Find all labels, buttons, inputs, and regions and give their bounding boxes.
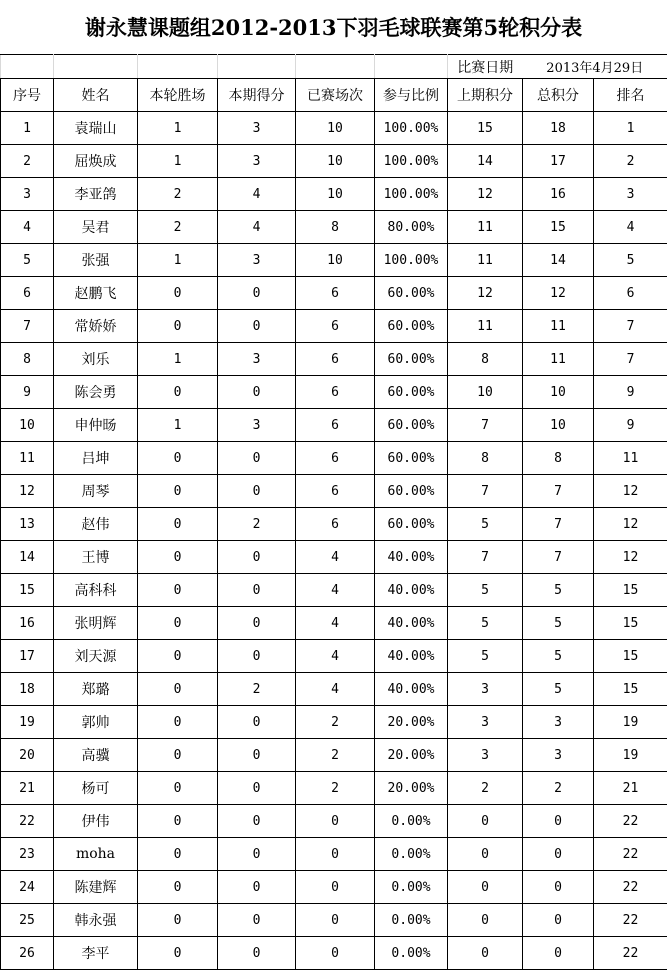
period-score-cell[interactable]: 0 (218, 838, 296, 871)
name-cell[interactable]: 郭帅 (54, 706, 138, 739)
prev-score-cell[interactable]: 5 (448, 607, 523, 640)
participation-cell[interactable]: 60.00% (375, 310, 448, 343)
ranking-cell[interactable]: 12 (594, 508, 667, 541)
name-cell[interactable]: 伊伟 (54, 805, 138, 838)
participation-cell[interactable]: 60.00% (375, 442, 448, 475)
header-cell[interactable]: 本轮胜场 (138, 79, 218, 112)
header-cell[interactable]: 排名 (594, 79, 667, 112)
total-score-cell[interactable]: 8 (523, 442, 594, 475)
empty-cell[interactable] (138, 55, 218, 79)
ranking-cell[interactable]: 21 (594, 772, 667, 805)
table-row (1, 706, 667, 739)
games-played-cell[interactable]: 6 (296, 508, 375, 541)
participation-cell[interactable]: 40.00% (375, 574, 448, 607)
table-row (1, 442, 667, 475)
period-score-cell[interactable]: 0 (218, 376, 296, 409)
rank-index-cell[interactable]: 17 (1, 640, 54, 673)
total-score-cell[interactable]: 7 (523, 508, 594, 541)
rank-index-cell[interactable]: 21 (1, 772, 54, 805)
date-value-cell[interactable]: 2013年4月29日 (523, 55, 667, 79)
name-cell[interactable]: 张强 (54, 244, 138, 277)
ranking-cell[interactable]: 15 (594, 574, 667, 607)
period-score-cell[interactable]: 0 (218, 277, 296, 310)
games-played-cell[interactable]: 4 (296, 574, 375, 607)
name-cell[interactable]: 周琴 (54, 475, 138, 508)
prev-score-cell[interactable]: 0 (448, 838, 523, 871)
table-row (1, 343, 667, 376)
rank-index-cell[interactable]: 8 (1, 343, 54, 376)
ranking-cell[interactable]: 19 (594, 739, 667, 772)
period-score-cell[interactable]: 0 (218, 310, 296, 343)
total-score-cell[interactable]: 17 (523, 145, 594, 178)
table-row (1, 277, 667, 310)
round-wins-cell[interactable]: 2 (138, 178, 218, 211)
total-score-cell[interactable]: 11 (523, 310, 594, 343)
round-wins-cell[interactable]: 0 (138, 640, 218, 673)
round-wins-cell[interactable]: 0 (138, 706, 218, 739)
games-played-cell[interactable]: 0 (296, 805, 375, 838)
rank-index-cell[interactable]: 23 (1, 838, 54, 871)
rank-index-cell[interactable]: 5 (1, 244, 54, 277)
rank-index-cell[interactable]: 16 (1, 607, 54, 640)
table-row (1, 244, 667, 277)
ranking-cell[interactable]: 11 (594, 442, 667, 475)
name-cell[interactable]: moha (54, 838, 138, 871)
prev-score-cell[interactable]: 7 (448, 475, 523, 508)
period-score-cell[interactable]: 0 (218, 574, 296, 607)
round-wins-cell[interactable]: 1 (138, 343, 218, 376)
table-row (1, 508, 667, 541)
participation-cell[interactable]: 60.00% (375, 475, 448, 508)
prev-score-cell[interactable]: 8 (448, 343, 523, 376)
games-played-cell[interactable]: 0 (296, 871, 375, 904)
ranking-cell[interactable]: 22 (594, 904, 667, 937)
round-wins-cell[interactable]: 0 (138, 376, 218, 409)
prev-score-cell[interactable]: 0 (448, 871, 523, 904)
period-score-cell[interactable]: 0 (218, 541, 296, 574)
prev-score-cell[interactable]: 0 (448, 904, 523, 937)
ranking-cell[interactable]: 3 (594, 178, 667, 211)
prev-score-cell[interactable]: 8 (448, 442, 523, 475)
prev-score-cell[interactable]: 11 (448, 211, 523, 244)
total-score-cell[interactable]: 15 (523, 211, 594, 244)
total-score-cell[interactable]: 0 (523, 838, 594, 871)
name-cell[interactable]: 杨可 (54, 772, 138, 805)
prev-score-cell[interactable]: 7 (448, 541, 523, 574)
ranking-cell[interactable]: 12 (594, 541, 667, 574)
name-cell[interactable]: 吕坤 (54, 442, 138, 475)
total-score-cell[interactable]: 3 (523, 739, 594, 772)
table-row (1, 673, 667, 706)
header-cell[interactable]: 上期积分 (448, 79, 523, 112)
round-wins-cell[interactable]: 0 (138, 871, 218, 904)
prev-score-cell[interactable]: 5 (448, 508, 523, 541)
games-played-cell[interactable]: 0 (296, 838, 375, 871)
games-played-cell[interactable]: 10 (296, 145, 375, 178)
table-row (1, 904, 667, 937)
participation-cell[interactable]: 100.00% (375, 112, 448, 145)
name-cell[interactable]: 高骥 (54, 739, 138, 772)
rank-index-cell[interactable]: 13 (1, 508, 54, 541)
round-wins-cell[interactable]: 0 (138, 541, 218, 574)
round-wins-cell[interactable]: 0 (138, 772, 218, 805)
period-score-cell[interactable]: 3 (218, 112, 296, 145)
participation-cell[interactable]: 80.00% (375, 211, 448, 244)
ranking-cell[interactable]: 1 (594, 112, 667, 145)
total-score-cell[interactable]: 10 (523, 409, 594, 442)
ranking-cell[interactable]: 5 (594, 244, 667, 277)
table-row (1, 937, 667, 970)
ranking-cell[interactable]: 4 (594, 211, 667, 244)
ranking-cell[interactable]: 9 (594, 409, 667, 442)
table-row (1, 640, 667, 673)
rank-index-cell[interactable]: 2 (1, 145, 54, 178)
games-played-cell[interactable]: 2 (296, 739, 375, 772)
period-score-cell[interactable]: 0 (218, 739, 296, 772)
games-played-cell[interactable]: 6 (296, 409, 375, 442)
round-wins-cell[interactable]: 0 (138, 310, 218, 343)
participation-cell[interactable]: 0.00% (375, 904, 448, 937)
name-cell[interactable]: 袁瑞山 (54, 112, 138, 145)
round-wins-cell[interactable]: 0 (138, 739, 218, 772)
prev-score-cell[interactable]: 3 (448, 706, 523, 739)
games-played-cell[interactable]: 10 (296, 244, 375, 277)
table-row (1, 409, 667, 442)
ranking-cell[interactable]: 15 (594, 673, 667, 706)
participation-cell[interactable]: 100.00% (375, 145, 448, 178)
score-table (0, 54, 667, 970)
ranking-cell[interactable]: 7 (594, 343, 667, 376)
header-cell[interactable]: 参与比例 (375, 79, 448, 112)
prev-score-cell[interactable]: 3 (448, 739, 523, 772)
empty-cell[interactable] (1, 55, 54, 79)
round-wins-cell[interactable]: 0 (138, 937, 218, 970)
participation-cell[interactable]: 60.00% (375, 343, 448, 376)
header-cell[interactable]: 姓名 (54, 79, 138, 112)
header-row (1, 79, 667, 112)
participation-cell[interactable]: 20.00% (375, 706, 448, 739)
ranking-cell[interactable]: 22 (594, 838, 667, 871)
prev-score-cell[interactable]: 7 (448, 409, 523, 442)
round-wins-cell[interactable]: 0 (138, 673, 218, 706)
participation-cell[interactable]: 100.00% (375, 244, 448, 277)
table-row (1, 376, 667, 409)
participation-cell[interactable]: 40.00% (375, 673, 448, 706)
round-wins-cell[interactable]: 0 (138, 838, 218, 871)
total-score-cell[interactable]: 11 (523, 343, 594, 376)
participation-cell[interactable]: 0.00% (375, 871, 448, 904)
games-played-cell[interactable]: 6 (296, 310, 375, 343)
round-wins-cell[interactable]: 1 (138, 112, 218, 145)
participation-cell[interactable]: 60.00% (375, 409, 448, 442)
rank-index-cell[interactable]: 4 (1, 211, 54, 244)
round-wins-cell[interactable]: 0 (138, 277, 218, 310)
round-wins-cell[interactable]: 0 (138, 805, 218, 838)
table-row (1, 178, 667, 211)
round-wins-cell[interactable]: 0 (138, 442, 218, 475)
table-row (1, 112, 667, 145)
ranking-cell[interactable]: 22 (594, 805, 667, 838)
participation-cell[interactable]: 0.00% (375, 838, 448, 871)
header-cell[interactable]: 总积分 (523, 79, 594, 112)
round-wins-cell[interactable]: 0 (138, 904, 218, 937)
games-played-cell[interactable]: 2 (296, 772, 375, 805)
ranking-cell[interactable]: 19 (594, 706, 667, 739)
total-score-cell[interactable]: 10 (523, 376, 594, 409)
total-score-cell[interactable]: 12 (523, 277, 594, 310)
table-row (1, 145, 667, 178)
empty-cell[interactable] (218, 55, 296, 79)
round-wins-cell[interactable]: 0 (138, 607, 218, 640)
total-score-cell[interactable]: 7 (523, 541, 594, 574)
total-score-cell[interactable]: 0 (523, 805, 594, 838)
total-score-cell[interactable]: 7 (523, 475, 594, 508)
period-score-cell[interactable]: 0 (218, 871, 296, 904)
rank-index-cell[interactable]: 25 (1, 904, 54, 937)
period-score-cell[interactable]: 3 (218, 145, 296, 178)
period-score-cell[interactable]: 4 (218, 211, 296, 244)
period-score-cell[interactable]: 0 (218, 772, 296, 805)
games-played-cell[interactable]: 6 (296, 376, 375, 409)
rank-index-cell[interactable]: 15 (1, 574, 54, 607)
rank-index-cell[interactable]: 7 (1, 310, 54, 343)
participation-cell[interactable]: 40.00% (375, 607, 448, 640)
games-played-cell[interactable]: 6 (296, 277, 375, 310)
period-score-cell[interactable]: 3 (218, 244, 296, 277)
prev-score-cell[interactable]: 10 (448, 376, 523, 409)
ranking-cell[interactable]: 2 (594, 145, 667, 178)
games-played-cell[interactable]: 6 (296, 343, 375, 376)
participation-cell[interactable]: 40.00% (375, 541, 448, 574)
ranking-cell[interactable]: 15 (594, 607, 667, 640)
ranking-cell[interactable]: 6 (594, 277, 667, 310)
participation-cell[interactable]: 20.00% (375, 739, 448, 772)
period-score-cell[interactable]: 0 (218, 640, 296, 673)
participation-cell[interactable]: 0.00% (375, 805, 448, 838)
name-cell[interactable]: 刘乐 (54, 343, 138, 376)
total-score-cell[interactable]: 0 (523, 904, 594, 937)
total-score-cell[interactable]: 2 (523, 772, 594, 805)
period-score-cell[interactable]: 0 (218, 475, 296, 508)
games-played-cell[interactable]: 4 (296, 640, 375, 673)
period-score-cell[interactable]: 2 (218, 508, 296, 541)
games-played-cell[interactable]: 0 (296, 904, 375, 937)
games-played-cell[interactable]: 6 (296, 442, 375, 475)
empty-cell[interactable] (375, 55, 448, 79)
total-score-cell[interactable]: 14 (523, 244, 594, 277)
round-wins-cell[interactable]: 1 (138, 145, 218, 178)
participation-cell[interactable]: 60.00% (375, 277, 448, 310)
period-score-cell[interactable]: 0 (218, 706, 296, 739)
table-row (1, 541, 667, 574)
round-wins-cell[interactable]: 2 (138, 211, 218, 244)
header-cell[interactable]: 已赛场次 (296, 79, 375, 112)
table-row (1, 871, 667, 904)
ranking-cell[interactable]: 12 (594, 475, 667, 508)
games-played-cell[interactable]: 4 (296, 673, 375, 706)
total-score-cell[interactable]: 5 (523, 574, 594, 607)
round-wins-cell[interactable]: 0 (138, 574, 218, 607)
round-wins-cell[interactable]: 0 (138, 475, 218, 508)
table-row (1, 805, 667, 838)
name-cell[interactable]: 吴君 (54, 211, 138, 244)
table-row (1, 772, 667, 805)
ranking-cell[interactable]: 15 (594, 640, 667, 673)
games-played-cell[interactable]: 6 (296, 475, 375, 508)
period-score-cell[interactable]: 0 (218, 904, 296, 937)
prev-score-cell[interactable]: 12 (448, 277, 523, 310)
prev-score-cell[interactable]: 15 (448, 112, 523, 145)
date-row (1, 55, 667, 79)
total-score-cell[interactable]: 5 (523, 640, 594, 673)
rank-index-cell[interactable]: 10 (1, 409, 54, 442)
period-score-cell[interactable]: 0 (218, 805, 296, 838)
name-cell[interactable]: 刘天源 (54, 640, 138, 673)
participation-cell[interactable]: 20.00% (375, 772, 448, 805)
total-score-cell[interactable]: 16 (523, 178, 594, 211)
rank-index-cell[interactable]: 6 (1, 277, 54, 310)
date-label-cell[interactable]: 比赛日期 (448, 55, 523, 79)
games-played-cell[interactable]: 0 (296, 937, 375, 970)
round-wins-cell[interactable]: 1 (138, 409, 218, 442)
name-cell[interactable]: 申仲旸 (54, 409, 138, 442)
name-cell[interactable]: 常娇娇 (54, 310, 138, 343)
prev-score-cell[interactable]: 14 (448, 145, 523, 178)
prev-score-cell[interactable]: 0 (448, 805, 523, 838)
name-cell[interactable]: 李平 (54, 937, 138, 970)
name-cell[interactable]: 赵鹏飞 (54, 277, 138, 310)
prev-score-cell[interactable]: 3 (448, 673, 523, 706)
rank-index-cell[interactable]: 3 (1, 178, 54, 211)
games-played-cell[interactable]: 4 (296, 541, 375, 574)
period-score-cell[interactable]: 0 (218, 442, 296, 475)
prev-score-cell[interactable]: 0 (448, 937, 523, 970)
name-cell[interactable]: 赵伟 (54, 508, 138, 541)
rank-index-cell[interactable]: 24 (1, 871, 54, 904)
empty-cell[interactable] (54, 55, 138, 79)
total-score-cell[interactable]: 18 (523, 112, 594, 145)
participation-cell[interactable]: 60.00% (375, 376, 448, 409)
rank-index-cell[interactable]: 22 (1, 805, 54, 838)
prev-score-cell[interactable]: 11 (448, 310, 523, 343)
rank-index-cell[interactable]: 12 (1, 475, 54, 508)
period-score-cell[interactable]: 0 (218, 937, 296, 970)
period-score-cell[interactable]: 3 (218, 409, 296, 442)
rank-index-cell[interactable]: 19 (1, 706, 54, 739)
rank-index-cell[interactable]: 1 (1, 112, 54, 145)
participation-cell[interactable]: 100.00% (375, 178, 448, 211)
table-row (1, 475, 667, 508)
total-score-cell[interactable]: 0 (523, 871, 594, 904)
period-score-cell[interactable]: 2 (218, 673, 296, 706)
rank-index-cell[interactable]: 20 (1, 739, 54, 772)
period-score-cell[interactable]: 3 (218, 343, 296, 376)
name-cell[interactable]: 陈建辉 (54, 871, 138, 904)
total-score-cell[interactable]: 3 (523, 706, 594, 739)
round-wins-cell[interactable]: 1 (138, 244, 218, 277)
table-row (1, 574, 667, 607)
header-cell[interactable]: 本期得分 (218, 79, 296, 112)
table-row (1, 310, 667, 343)
prev-score-cell[interactable]: 5 (448, 574, 523, 607)
period-score-cell[interactable]: 4 (218, 178, 296, 211)
name-cell[interactable]: 张明辉 (54, 607, 138, 640)
rank-index-cell[interactable]: 14 (1, 541, 54, 574)
name-cell[interactable]: 郑璐 (54, 673, 138, 706)
empty-cell[interactable] (296, 55, 375, 79)
rank-index-cell[interactable]: 26 (1, 937, 54, 970)
prev-score-cell[interactable]: 12 (448, 178, 523, 211)
ranking-cell[interactable]: 22 (594, 937, 667, 970)
participation-cell[interactable]: 40.00% (375, 640, 448, 673)
ranking-cell[interactable]: 7 (594, 310, 667, 343)
name-cell[interactable]: 王博 (54, 541, 138, 574)
games-played-cell[interactable]: 8 (296, 211, 375, 244)
ranking-cell[interactable]: 22 (594, 871, 667, 904)
rank-index-cell[interactable]: 11 (1, 442, 54, 475)
ranking-cell[interactable]: 9 (594, 376, 667, 409)
table-row (1, 838, 667, 871)
name-cell[interactable]: 李亚鸽 (54, 178, 138, 211)
total-score-cell[interactable]: 5 (523, 607, 594, 640)
prev-score-cell[interactable]: 2 (448, 772, 523, 805)
total-score-cell[interactable]: 5 (523, 673, 594, 706)
name-cell[interactable]: 陈会勇 (54, 376, 138, 409)
prev-score-cell[interactable]: 11 (448, 244, 523, 277)
table-row (1, 211, 667, 244)
table-row (1, 739, 667, 772)
header-cell[interactable]: 序号 (1, 79, 54, 112)
sheet-title: 谢永慧课题组2012-2013下羽毛球联赛第5轮积分表 (84, 15, 583, 40)
games-played-cell[interactable]: 10 (296, 178, 375, 211)
games-played-cell[interactable]: 2 (296, 706, 375, 739)
participation-cell[interactable]: 0.00% (375, 937, 448, 970)
table-row (1, 607, 667, 640)
period-score-cell[interactable]: 0 (218, 607, 296, 640)
name-cell[interactable]: 屈焕成 (54, 145, 138, 178)
name-cell[interactable]: 韩永强 (54, 904, 138, 937)
participation-cell[interactable]: 60.00% (375, 508, 448, 541)
prev-score-cell[interactable]: 5 (448, 640, 523, 673)
games-played-cell[interactable]: 10 (296, 112, 375, 145)
round-wins-cell[interactable]: 0 (138, 508, 218, 541)
rank-index-cell[interactable]: 18 (1, 673, 54, 706)
name-cell[interactable]: 高科科 (54, 574, 138, 607)
games-played-cell[interactable]: 4 (296, 607, 375, 640)
rank-index-cell[interactable]: 9 (1, 376, 54, 409)
total-score-cell[interactable]: 0 (523, 937, 594, 970)
